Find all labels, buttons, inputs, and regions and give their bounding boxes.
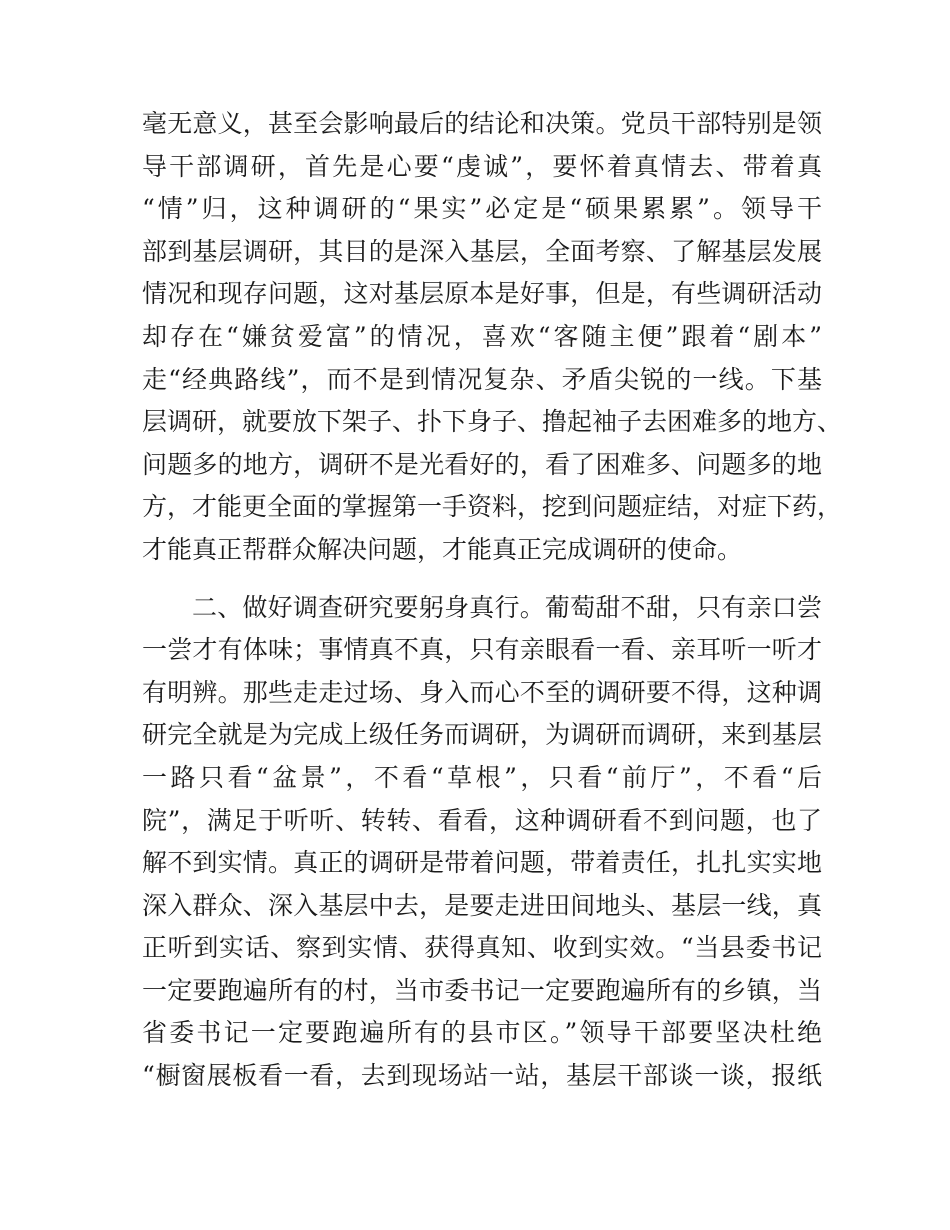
text-line: “情”归，这种调研的“果实”必定是“硕果累累”。领导干: [142, 194, 822, 224]
text-line: 解不到实情。真正的调研是带着问题，带着责任，扎扎实实地: [142, 848, 822, 878]
text-line: 有明辨。那些走走过场、身入而心不至的调研要不得，这种调: [142, 677, 822, 707]
text-line: 院”，满足于听听、转转、看看，这种调研看不到问题，也了: [142, 805, 822, 835]
text-line: 却存在“嫌贫爱富”的情况，喜欢“客随主便”跟着“剧本”: [142, 321, 822, 351]
text-line: 一尝才有体味；事情真不真，只有亲眼看一看、亲耳听一听才: [142, 635, 822, 665]
text-line: 毫无意义，甚至会影响最后的结论和决策。党员干部特别是领: [142, 109, 822, 138]
text-line: 走“经典路线”，而不是到情况复杂、矛盾尖锐的一线。下基: [142, 364, 822, 394]
text-line: 才能真正帮群众解决问题，才能真正完成调研的使命。: [142, 534, 743, 564]
text-line: 一路只看“盆景”，不看“草根”，只看“前厅”，不看“后: [142, 762, 822, 792]
text-line: 二、做好调查研究要躬身真行。葡萄甜不甜，只有亲口尝: [192, 592, 822, 622]
text-line: 部到基层调研，其目的是深入基层，全面考察、了解基层发展: [142, 236, 822, 266]
text-line: 情况和现存问题，这对基层原本是好事，但是，有些调研活动: [142, 279, 822, 309]
document-body: [142, 103, 843, 1098]
paragraph-spacer: [142, 572, 822, 587]
text-line: 研完全就是为完成上级任务而调研，为调研而调研，来到基层: [142, 720, 822, 750]
text-line: 导干部调研，首先是心要“虔诚”，要怀着真情去、带着真: [142, 151, 822, 181]
text-line: 层调研，就要放下架子、扑下身子、撸起袖子去困难多的地方、: [142, 407, 843, 437]
paragraph-1: [142, 103, 843, 572]
paragraph-2: [142, 587, 822, 1098]
text-line: 正听到实话、察到实情、获得真知、收到实效。“当县委书记: [142, 933, 822, 963]
text-line: 问题多的地方，调研不是光看好的，看了困难多、问题多的地: [142, 449, 822, 479]
text-line: 省委书记一定要跑遍所有的县市区。”领导干部要坚决杜绝: [142, 1018, 822, 1048]
text-line: 一定要跑遍所有的村，当市委书记一定要跑遍所有的乡镇，当: [142, 975, 822, 1005]
text-line: 深入群众、深入基层中去，是要走进田间地头、基层一线，真: [142, 890, 822, 920]
text-line: 方，才能更全面的掌握第一手资料，挖到问题症结，对症下药，: [142, 492, 843, 522]
text-line: “橱窗展板看一看，去到现场站一站，基层干部谈一谈，报纸: [142, 1061, 822, 1091]
